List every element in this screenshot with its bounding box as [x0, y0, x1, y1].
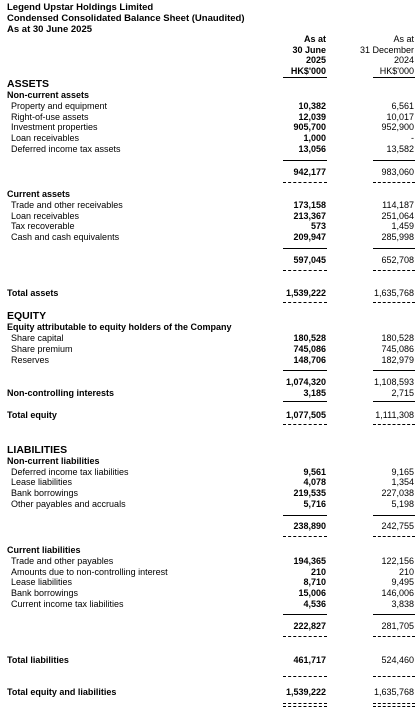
col-current-line1: As at [303, 34, 326, 44]
subheading-equity-attributable: Equity attributable to equity holders of the Company [7, 322, 232, 332]
col-prior-line2: 31 December [359, 44, 414, 55]
statement-title: Condensed Consolidated Balance Sheet (Unaudited) [7, 13, 245, 24]
rule [283, 248, 327, 249]
rule [373, 248, 415, 249]
rule [373, 676, 415, 677]
rule [373, 270, 415, 271]
rule [373, 703, 415, 704]
statement-date: As at 30 June 2025 [7, 24, 93, 35]
rule [373, 706, 415, 707]
rule [373, 424, 415, 425]
subtotal-equity-attributable: 1,074,320 1,108,593 [285, 377, 414, 387]
subheading-current-assets: Current assets [7, 189, 71, 199]
section-assets: ASSETS [7, 78, 50, 90]
table-row: Share premium 745,086 745,086 [11, 344, 414, 354]
rule [283, 182, 327, 183]
rule [283, 160, 327, 161]
table-row: Cash and cash equivalents 209,947 285,998 [11, 232, 414, 242]
table-row: Amounts due to non-controlling interest 210 210 [11, 567, 414, 577]
rule [283, 536, 327, 537]
table-row: Property and equipment 10,382 6,561 [11, 101, 414, 111]
rule [283, 636, 327, 637]
subtotal-current-assets: 597,045 652,708 [293, 255, 414, 265]
section-equity: EQUITY [7, 310, 47, 322]
rule [373, 160, 415, 161]
subheading-current-liabilities: Current liabilities [7, 545, 81, 555]
rule [283, 270, 327, 271]
col-prior-line1: As at [393, 34, 414, 44]
table-row: Loan receivables 1,000 - [11, 133, 414, 143]
table-row: Lease liabilities 4,078 1,354 [11, 477, 414, 487]
table-row: Deferred income tax assets 13,056 13,582 [11, 144, 414, 154]
subheading-non-current-assets: Non-current assets [7, 90, 90, 100]
col-prior-unit: HK$'000 [379, 65, 414, 76]
rule [283, 706, 327, 707]
col-current-line3: 2025 [305, 55, 326, 65]
section-liabilities: LIABILITIES [7, 444, 68, 456]
table-row: Current income tax liabilities 4,536 3,838 [11, 599, 414, 609]
table-row: Share capital 180,528 180,528 [11, 333, 414, 343]
rule [283, 401, 327, 402]
rule [373, 614, 415, 615]
rule [373, 182, 415, 183]
subtotal-non-current-liabilities: 238,890 242,755 [293, 521, 414, 531]
rule [283, 703, 327, 704]
table-row: Trade and other payables 194,365 122,156 [11, 556, 414, 566]
rule [283, 614, 327, 615]
rule [373, 370, 415, 371]
table-row: Investment properties 905,700 952,900 [11, 122, 414, 132]
table-row: Deferred income tax liabilities 9,561 9,165 [11, 467, 414, 477]
total-equity-row: Total equity 1,077,505 1,111,308 [7, 410, 414, 420]
col-prior-underline [373, 77, 415, 78]
total-assets-row: Total assets 1,539,222 1,635,768 [7, 288, 414, 298]
rule [283, 515, 327, 516]
rule [373, 536, 415, 537]
company-name: Legend Upstar Holdings Limited [7, 2, 154, 13]
col-prior-line3: 2024 [393, 55, 414, 65]
rule [283, 370, 327, 371]
subheading-non-current-liabilities: Non-current liabilities [7, 456, 100, 466]
subtotal-non-current-assets: 942,177 983,060 [293, 167, 414, 177]
rule [373, 401, 415, 402]
total-equity-and-liabilities-row: Total equity and liabilities 1,539,222 1,635,768 [7, 687, 414, 697]
subtotal-current-liabilities: 222,827 281,705 [293, 621, 414, 631]
col-current-line2: 30 June [292, 44, 326, 55]
table-row: Loan receivables 213,367 251,064 [11, 211, 414, 221]
col-current-underline [283, 77, 327, 78]
table-row: Trade and other receivables 173,158 114,187 [11, 200, 414, 210]
total-liabilities-row: Total liabilities 461,717 524,460 [7, 655, 414, 665]
rule [373, 302, 415, 303]
rule [283, 424, 327, 425]
rule [283, 676, 327, 677]
non-controlling-interests-row: Non-controlling interests 3,185 2,715 [7, 388, 414, 398]
table-row: Bank borrowings 15,006 146,006 [11, 588, 414, 598]
table-row: Tax recoverable 573 1,459 [11, 221, 414, 231]
table-row: Bank borrowings 219,535 227,038 [11, 488, 414, 498]
table-row: Other payables and accruals 5,716 5,198 [11, 499, 414, 509]
rule [373, 636, 415, 637]
rule [373, 515, 415, 516]
table-row: Right-of-use assets 12,039 10,017 [11, 112, 414, 122]
col-current-unit: HK$'000 [290, 65, 326, 76]
rule [283, 302, 327, 303]
table-row: Lease liabilities 8,710 9,495 [11, 577, 414, 587]
table-row: Reserves 148,706 182,979 [11, 355, 414, 365]
